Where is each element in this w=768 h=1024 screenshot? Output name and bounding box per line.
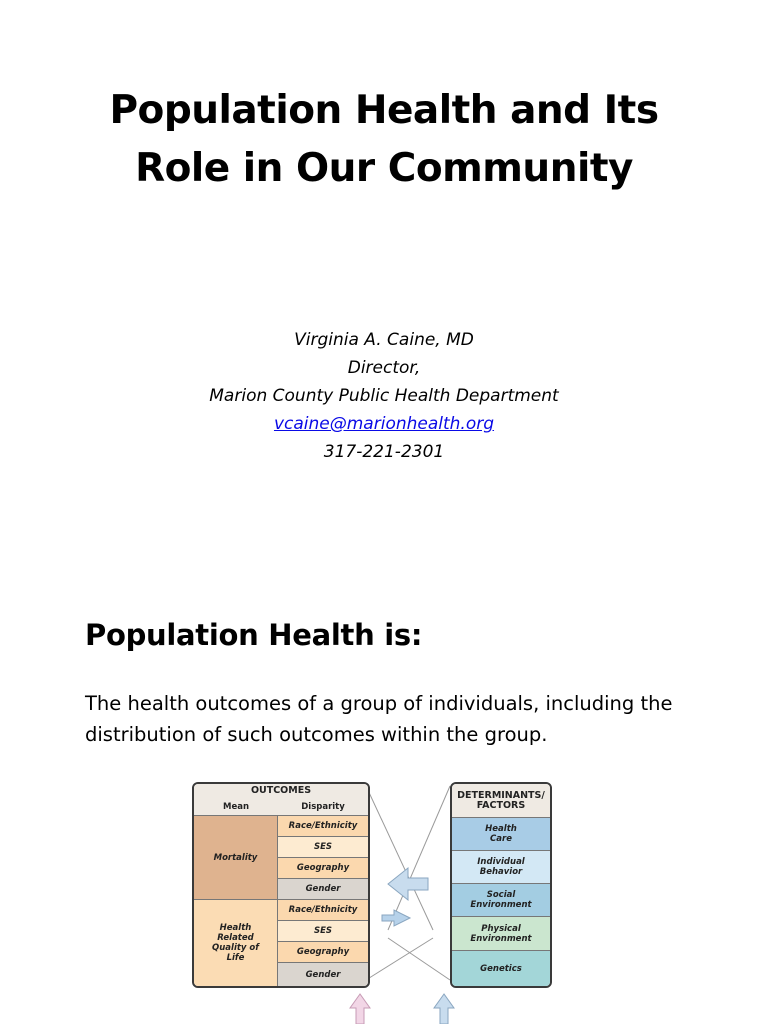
population-health-diagram xyxy=(188,780,588,1024)
mortality-disparity-geography: Geography xyxy=(278,858,368,879)
determinant-physical-environment: Physical Environment xyxy=(452,917,550,951)
mortality-label: Mortality xyxy=(194,816,278,900)
determinants-box xyxy=(450,782,552,988)
slide1-title-line2: Role in Our Community xyxy=(135,146,633,191)
mean-label: Mean xyxy=(194,798,278,816)
author-name: Virginia A. Caine, MD xyxy=(294,330,474,350)
hrql-label: Health Related Quality of Life xyxy=(194,900,278,986)
outcomes-box xyxy=(192,782,370,988)
hrql-disparity-gender: Gender xyxy=(278,963,368,986)
slide2-body: The health outcomes of a group of individuals, including the distribution of such outcomes within the group. xyxy=(85,692,673,746)
author-block xyxy=(0,326,768,466)
arrow-bottom-left-icon xyxy=(350,994,370,1024)
author-email-link[interactable]: vcaine@marionhealth.org xyxy=(273,414,495,434)
determinants-header: DETERMINANTS/ FACTORS xyxy=(452,784,550,818)
determinant-health-care: Health Care xyxy=(452,818,550,851)
hrql-disparity-ses: SES xyxy=(278,921,368,942)
hrql-disparity-geography: Geography xyxy=(278,942,368,963)
arrow-small-icon xyxy=(382,910,410,926)
mortality-disparity-race: Race/Ethnicity xyxy=(278,816,368,837)
slide2-title: Population Health is: xyxy=(85,618,423,652)
author-role: Director, xyxy=(347,358,421,378)
determinant-individual-behavior: Individual Behavior xyxy=(452,851,550,884)
hrql-disparity-race: Race/Ethnicity xyxy=(278,900,368,921)
disparity-label: Disparity xyxy=(278,798,368,816)
slide1-title-line1: Population Health and Its xyxy=(109,88,659,133)
determinant-genetics: Genetics xyxy=(452,951,550,986)
determinant-social-environment: Social Environment xyxy=(452,884,550,917)
outcomes-header: OUTCOMES xyxy=(194,784,368,798)
arrow-bottom-right-icon xyxy=(434,994,454,1024)
mortality-disparity-gender: Gender xyxy=(278,879,368,900)
mortality-disparity-ses: SES xyxy=(278,837,368,858)
arrow-large-icon xyxy=(388,868,428,900)
author-org: Marion County Public Health Department xyxy=(209,386,559,406)
author-phone: 317-221-2301 xyxy=(323,442,445,462)
slide1-title xyxy=(0,82,768,198)
